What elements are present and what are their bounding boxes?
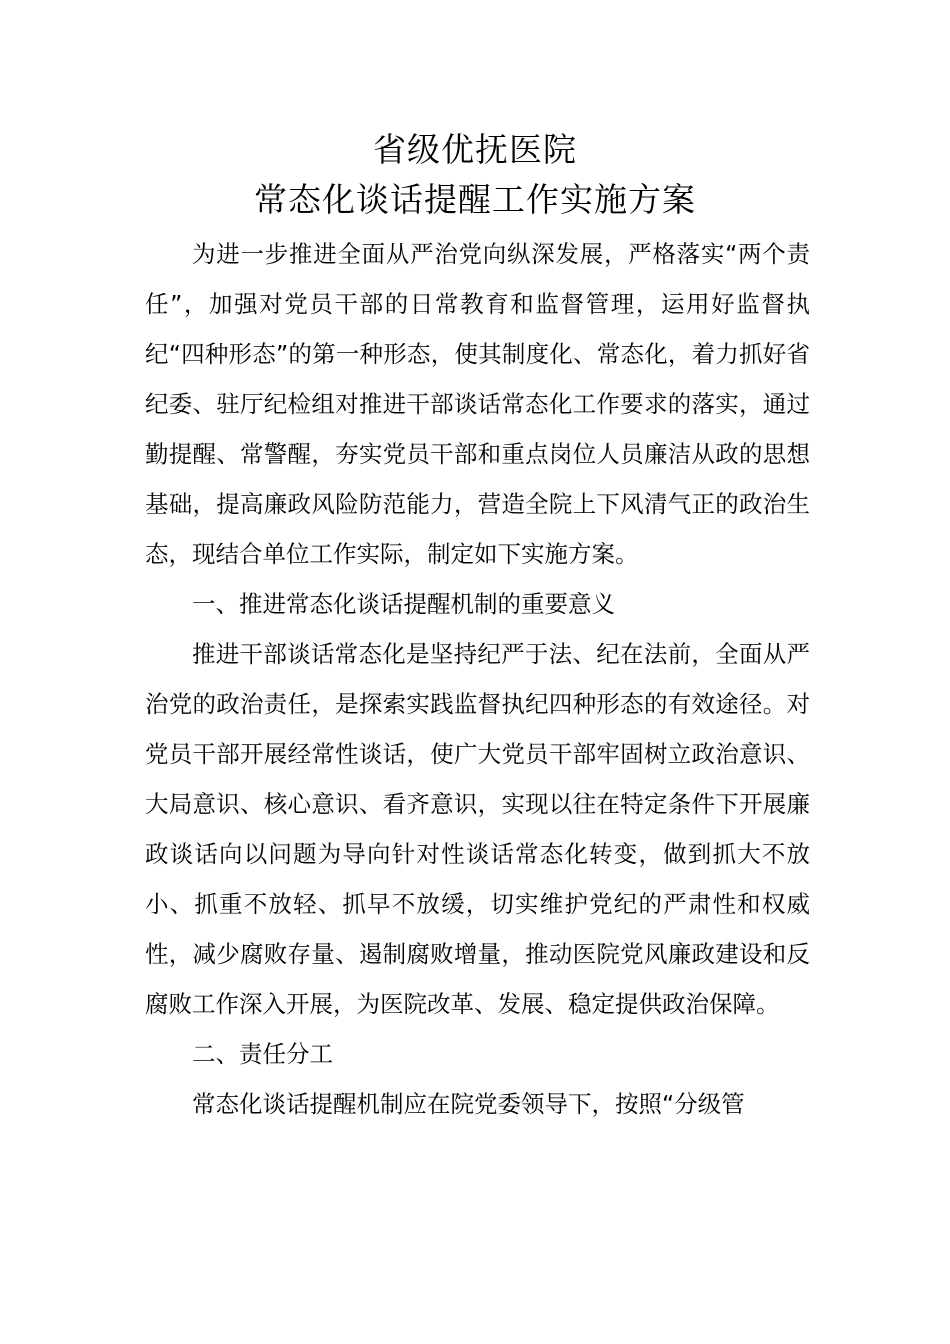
section-heading-1: 一、推进常态化谈话提醒机制的重要意义	[192, 590, 615, 618]
paragraph-intro: 为进一步推进全面从严治党向纵深发展，严格落实“两个责任”，加强对党员干部的日常教育和监督管理，运用好监督执纪“四种形态”的第一种形态，使其制度化、常态化，着力抓好省纪委、驻厅纪检组对推进干部谈话常态化工作要求的落实，通过勤提醒、常警醒，夯实党员干部和重点岗位人员廉洁从政的思想基础，提高廉政风险防范能力，营造全院上下风清气正的政治生态，现结合单位工作实际，制定如下实施方案。	[145, 240, 810, 568]
paragraph-significance: 推进干部谈话常态化是坚持纪严于法、纪在法前，全面从严治党的政治责任，是探索实践监督执纪四种形态的有效途径。对党员干部开展经常性谈话，使广大党员干部牢固树立政治意识、大局意识、核心意识、看齐意识，实现以往在特定条件下开展廉政谈话向以问题为导向针对性谈话常态化转变，做到抓大不放小、抓重不放轻、抓早不放缓，切实维护党纪的严肃性和权威性，减少腐败存量、遏制腐败增量，推动医院党风廉政建设和反腐败工作深入开展，为医院改革、发展、稳定提供政治保障。	[145, 640, 810, 1018]
document-title-line-2: 常态化谈话提醒工作实施方案	[254, 180, 696, 219]
paragraph-responsibility: 常态化谈话提醒机制应在院党委领导下，按照“分级管	[192, 1090, 745, 1118]
document-body	[145, 229, 810, 1129]
section-heading-2: 二、责任分工	[192, 1040, 333, 1068]
document-title-line-1: 省级优抚医院	[373, 130, 577, 169]
